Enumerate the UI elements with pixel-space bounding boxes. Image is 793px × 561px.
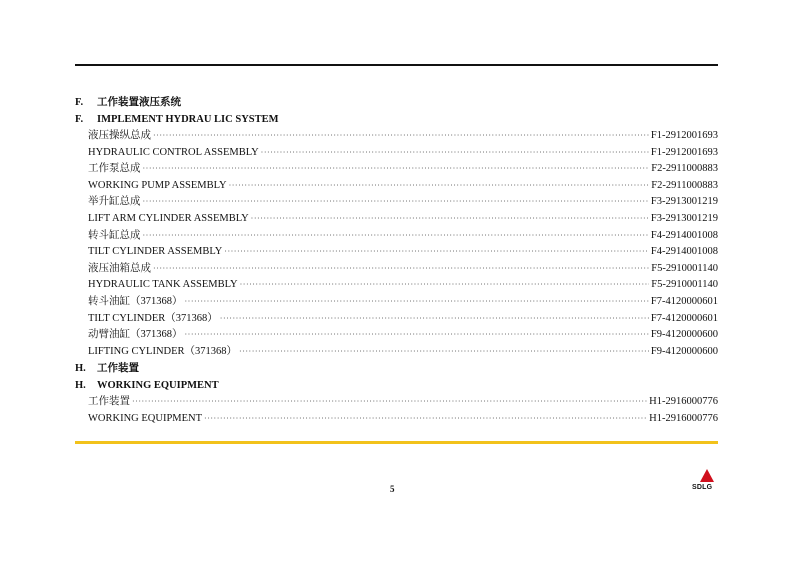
toc-entry[interactable]: 举升缸总成 ····· F3-2913001219 xyxy=(75,194,718,211)
toc-entry[interactable]: WORKING EQUIPMENT ····· H1-2916000776 xyxy=(75,411,718,428)
dot-leader xyxy=(153,261,649,278)
dot-leader xyxy=(224,244,649,261)
dot-leader xyxy=(132,394,647,411)
section-heading-h-en xyxy=(75,377,718,394)
dot-leader xyxy=(261,145,649,162)
section-title: IMPLEMENT HYDRAU LIC SYSTEM xyxy=(97,114,279,125)
dot-leader xyxy=(185,327,649,344)
toc-entry[interactable]: 转斗缸总成 ····· F4-2914001008 xyxy=(75,228,718,245)
bottom-accent-divider xyxy=(75,441,718,444)
page-number: 5 xyxy=(390,484,395,494)
toc-entry[interactable]: TILT CYLINDER（371368） ····· F7-4120000601 xyxy=(75,311,718,328)
logo-text: SDLG xyxy=(692,484,713,491)
dot-leader xyxy=(143,228,649,245)
dot-leader xyxy=(204,411,647,428)
dot-leader xyxy=(185,294,649,311)
section-letter: F. xyxy=(75,114,84,125)
sdlg-triangle-logo-icon xyxy=(700,469,714,482)
toc-entry[interactable]: 工作泵总成 ····· F2-2911000883 xyxy=(75,161,718,178)
toc-entry[interactable]: 动臂油缸（371368） ····· F9-4120000600 xyxy=(75,327,718,344)
section-heading-f-cn xyxy=(75,94,718,111)
dot-leader xyxy=(251,211,649,228)
toc-entry[interactable]: LIFTING CYLINDER（371368） ····· F9-4120000600 xyxy=(75,344,718,361)
toc-entry[interactable]: 液压油箱总成 ····· F5-2910001140 xyxy=(75,261,718,278)
section-letter: H. xyxy=(75,363,86,375)
toc-entry[interactable]: 工作装置 ····· H1-2916000776 xyxy=(75,394,718,411)
toc-entry[interactable]: TILT CYLINDER ASSEMBLY ····· F4-2914001008 xyxy=(75,244,718,261)
toc-entry[interactable]: HYDRAULIC TANK ASSEMBLY ····· F5-2910001140 xyxy=(75,277,718,294)
toc-entry[interactable]: WORKING PUMP ASSEMBLY ····· F2-2911000883 xyxy=(75,178,718,195)
section-letter: H. xyxy=(75,380,86,392)
section-heading-h-cn xyxy=(75,360,718,377)
section-title: 工作装置 xyxy=(97,363,139,375)
dot-leader xyxy=(143,194,649,211)
top-divider xyxy=(75,64,718,66)
dot-leader xyxy=(220,311,649,328)
dot-leader xyxy=(239,344,649,361)
table-of-contents xyxy=(75,94,718,428)
dot-leader xyxy=(240,277,650,294)
section-title: WORKING EQUIPMENT xyxy=(97,380,219,392)
section-letter: F. xyxy=(75,97,84,108)
dot-leader xyxy=(229,178,650,195)
section-heading-f-en xyxy=(75,111,718,128)
toc-entry[interactable]: 液压操纵总成 ····· F1-2912001693 xyxy=(75,128,718,145)
toc-entry[interactable]: 转斗油缸（371368） ····· F7-4120000601 xyxy=(75,294,718,311)
toc-entry[interactable]: HYDRAULIC CONTROL ASSEMBLY ····· F1-2912001693 xyxy=(75,145,718,162)
sdlg-logo xyxy=(692,469,720,495)
dot-leader xyxy=(153,128,649,145)
section-title: 工作装置液压系统 xyxy=(97,97,181,108)
dot-leader xyxy=(143,161,650,178)
toc-entry[interactable]: LIFT ARM CYLINDER ASSEMBLY ····· F3-2913001219 xyxy=(75,211,718,228)
